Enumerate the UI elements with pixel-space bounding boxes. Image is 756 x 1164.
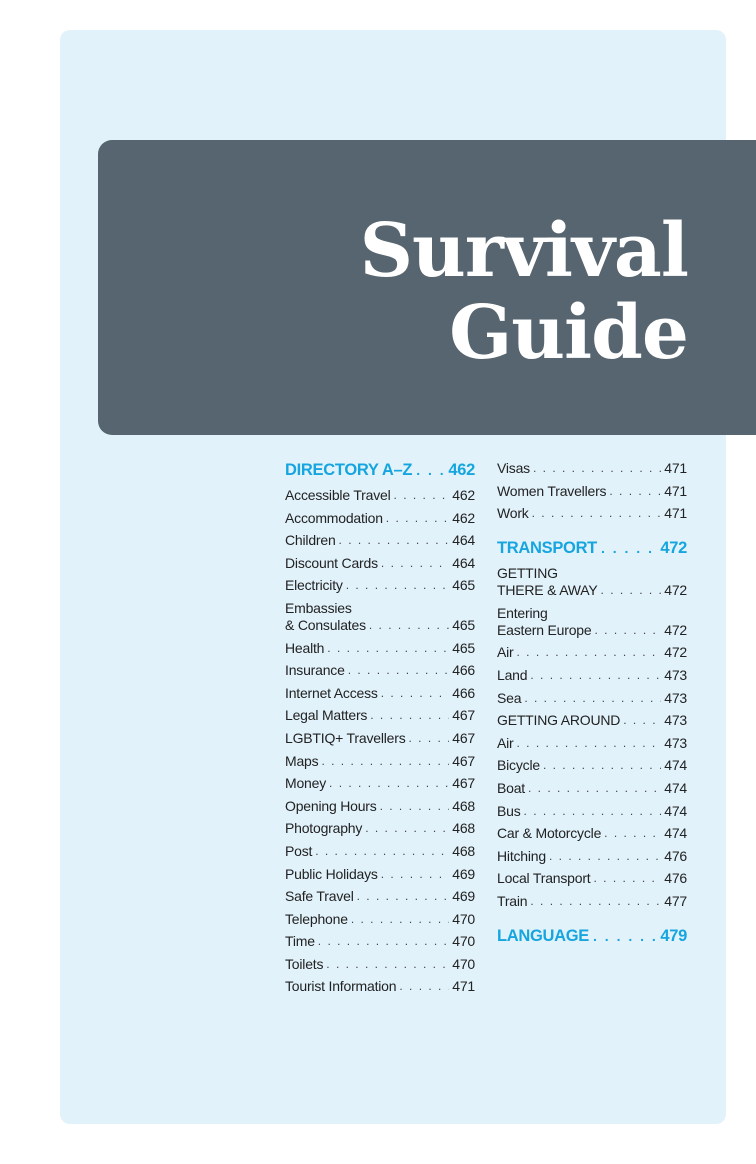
dot-leader xyxy=(623,712,661,729)
toc-page-number: 468 xyxy=(452,842,475,859)
toc-label: Tourist Information xyxy=(285,978,397,995)
toc-page-number: 472 xyxy=(664,582,687,599)
dot-leader xyxy=(327,640,449,657)
toc-entry[interactable] xyxy=(285,577,475,594)
toc-page-number: 476 xyxy=(664,870,687,887)
toc-label: Car & Motorcycle xyxy=(497,825,602,842)
dot-leader xyxy=(604,825,661,842)
toc-page-number: 470 xyxy=(452,910,475,927)
toc-right-column xyxy=(497,460,687,953)
dot-leader xyxy=(530,893,661,910)
toc-label: Bicycle xyxy=(497,757,540,774)
toc-entry[interactable] xyxy=(497,565,687,599)
toc-page-number: 471 xyxy=(664,460,687,476)
toc-label: GETTING AROUND xyxy=(497,712,621,729)
dot-leader xyxy=(394,487,450,504)
toc-page-number: 472 xyxy=(664,621,687,638)
dot-leader xyxy=(346,577,450,594)
toc-label: LGBTIQ+ Travellers xyxy=(285,729,406,746)
toc-entry[interactable] xyxy=(285,662,475,679)
toc-label: LANGUAGE xyxy=(497,926,590,945)
dot-leader xyxy=(543,757,661,774)
dot-leader xyxy=(594,622,661,639)
toc-entry[interactable] xyxy=(285,707,475,724)
toc-label: Safe Travel xyxy=(285,888,354,905)
toc-entry[interactable] xyxy=(497,825,687,842)
dot-leader xyxy=(357,888,450,905)
toc-page-number: 479 xyxy=(660,926,687,945)
toc-entry[interactable] xyxy=(285,820,475,837)
toc-page-number: 468 xyxy=(452,820,475,837)
toc-entry[interactable] xyxy=(497,870,687,887)
dot-leader xyxy=(370,707,449,724)
dot-leader xyxy=(532,505,662,522)
toc-label: Telephone xyxy=(285,910,348,927)
dot-leader xyxy=(524,803,662,820)
toc-page-number: 472 xyxy=(660,539,687,558)
title-line-1: Survival xyxy=(359,208,688,294)
toc-entry[interactable] xyxy=(285,888,475,905)
toc-section-heading[interactable] xyxy=(497,538,687,558)
dot-leader xyxy=(381,555,449,572)
toc-page-number: 466 xyxy=(452,684,475,701)
title-line-2: Guide xyxy=(449,290,688,376)
toc-label: Internet Access xyxy=(285,684,378,701)
toc-label: Air xyxy=(497,644,514,661)
dot-leader xyxy=(524,690,661,707)
dot-leader xyxy=(386,510,449,527)
toc-entry[interactable] xyxy=(285,600,475,634)
toc-page-number: 471 xyxy=(452,978,475,995)
toc-entry[interactable] xyxy=(285,487,475,504)
dot-leader xyxy=(409,730,450,747)
toc-section-heading[interactable] xyxy=(285,460,475,480)
toc-page-number: 473 xyxy=(664,689,687,706)
toc-label: Opening Hours xyxy=(285,797,377,814)
toc-label: Electricity xyxy=(285,577,343,594)
toc-entry[interactable] xyxy=(285,775,475,792)
toc-page-number: 474 xyxy=(664,802,687,819)
toc-entry[interactable] xyxy=(285,685,475,702)
toc-label: DIRECTORY A–Z xyxy=(285,461,413,479)
dot-leader xyxy=(517,644,662,661)
dot-leader xyxy=(318,933,449,950)
toc-page-number: 462 xyxy=(452,487,475,503)
toc-label: Embassies & Consulates xyxy=(285,599,366,633)
toc-page-number: 467 xyxy=(452,729,475,746)
toc-entry[interactable] xyxy=(497,757,687,774)
toc-label: Entering Eastern Europe xyxy=(497,604,592,638)
toc-page-number: 466 xyxy=(452,662,475,679)
dot-leader xyxy=(315,843,449,860)
toc-page-number: 462 xyxy=(448,461,475,479)
toc-label: Health xyxy=(285,639,325,656)
toc-page-number: 467 xyxy=(452,775,475,792)
page-title xyxy=(360,210,688,374)
toc-label: Local Transport xyxy=(497,870,591,887)
toc-entry[interactable] xyxy=(285,866,475,883)
toc-entry[interactable] xyxy=(285,843,475,860)
toc-page-number: 471 xyxy=(664,482,687,499)
toc-entry[interactable] xyxy=(285,753,475,770)
dot-leader xyxy=(549,848,661,865)
title-banner xyxy=(98,140,756,435)
toc-page-number: 472 xyxy=(664,644,687,661)
dot-leader xyxy=(517,735,662,752)
toc-entry[interactable] xyxy=(497,667,687,684)
toc-label: Legal Matters xyxy=(285,707,368,724)
toc-entry[interactable] xyxy=(285,640,475,657)
dot-leader xyxy=(416,460,444,480)
toc-label: Boat xyxy=(497,779,525,796)
toc-entry[interactable] xyxy=(497,644,687,661)
toc-label: Money xyxy=(285,775,327,792)
toc-left-column xyxy=(285,460,475,1001)
toc-entry[interactable] xyxy=(497,605,687,639)
toc-page-number: 470 xyxy=(452,933,475,950)
toc-page-number: 477 xyxy=(664,892,687,909)
toc-entry[interactable] xyxy=(497,712,687,729)
toc-label: Work xyxy=(497,505,529,522)
toc-page-number: 464 xyxy=(452,554,475,571)
toc-page-number: 469 xyxy=(452,865,475,882)
dot-leader xyxy=(369,617,449,634)
toc-label: Visas xyxy=(497,460,530,476)
toc-entry[interactable] xyxy=(497,848,687,865)
dot-leader xyxy=(609,483,661,500)
toc-label: Accommodation xyxy=(285,509,383,526)
toc-page-number: 474 xyxy=(664,825,687,842)
toc-entry[interactable] xyxy=(497,735,687,752)
dot-leader xyxy=(593,926,656,946)
toc-label: Photography xyxy=(285,820,363,837)
dot-leader xyxy=(528,780,661,797)
toc-entry[interactable] xyxy=(285,798,475,815)
toc-entry[interactable] xyxy=(497,460,687,477)
toc-label: Accessible Travel xyxy=(285,487,391,503)
toc-page-number: 473 xyxy=(664,666,687,683)
toc-entry[interactable] xyxy=(285,933,475,950)
toc-page-number: 474 xyxy=(664,779,687,796)
toc-label: Discount Cards xyxy=(285,554,378,571)
toc-entry[interactable] xyxy=(285,956,475,973)
toc-entry[interactable] xyxy=(497,893,687,910)
toc-label: Post xyxy=(285,842,313,859)
toc-section-heading[interactable] xyxy=(497,926,687,946)
toc-label: Air xyxy=(497,734,514,751)
toc-label: Children xyxy=(285,532,336,549)
dot-leader xyxy=(399,978,449,995)
dot-leader xyxy=(601,538,656,558)
dot-leader xyxy=(381,685,450,702)
toc-entry[interactable] xyxy=(285,510,475,527)
toc-page-number: 468 xyxy=(452,797,475,814)
toc-entry[interactable] xyxy=(285,532,475,549)
toc-entry[interactable] xyxy=(285,911,475,928)
toc-label: Time xyxy=(285,933,315,950)
toc-label: Women Travellers xyxy=(497,482,607,499)
dot-leader xyxy=(601,582,662,599)
toc-label: Insurance xyxy=(285,662,345,679)
dot-leader xyxy=(594,870,662,887)
dot-leader xyxy=(339,532,450,549)
toc-page-number: 465 xyxy=(452,616,475,633)
toc-page-number: 470 xyxy=(452,955,475,972)
dot-leader xyxy=(365,820,449,837)
toc-page-number: 462 xyxy=(452,509,475,526)
toc-entry[interactable] xyxy=(497,483,687,500)
toc-page-number: 465 xyxy=(452,577,475,594)
toc-page-number: 471 xyxy=(664,505,687,522)
dot-leader xyxy=(329,775,449,792)
toc-page-number: 474 xyxy=(664,757,687,774)
toc-label: TRANSPORT xyxy=(497,539,597,558)
toc-label: GETTING THERE & AWAY xyxy=(497,565,598,599)
toc-entry[interactable] xyxy=(497,803,687,820)
toc-page-number: 473 xyxy=(664,734,687,751)
toc-label: Public Holidays xyxy=(285,865,378,882)
toc-label: Train xyxy=(497,892,528,909)
toc-label: Sea xyxy=(497,689,522,706)
toc-entry[interactable] xyxy=(497,690,687,707)
toc-page-number: 467 xyxy=(452,707,475,724)
toc-label: Bus xyxy=(497,802,521,819)
dot-leader xyxy=(381,866,450,883)
toc-page-number: 469 xyxy=(452,888,475,905)
toc-page-number: 467 xyxy=(452,752,475,769)
dot-leader xyxy=(321,753,449,770)
toc-entry[interactable] xyxy=(497,505,687,522)
toc-page-number: 465 xyxy=(452,639,475,656)
dot-leader xyxy=(348,662,450,679)
toc-page-number: 476 xyxy=(664,847,687,864)
toc-page-number: 473 xyxy=(664,712,687,729)
dot-leader xyxy=(530,667,661,684)
toc-entry[interactable] xyxy=(497,780,687,797)
toc-page-number: 464 xyxy=(452,532,475,549)
dot-leader xyxy=(533,460,661,477)
toc-entry[interactable] xyxy=(285,978,475,995)
toc-label: Hitching xyxy=(497,847,546,864)
toc-label: Land xyxy=(497,666,528,683)
toc-label: Maps xyxy=(285,752,319,769)
dot-leader xyxy=(380,798,450,815)
toc-entry[interactable] xyxy=(285,555,475,572)
dot-leader xyxy=(351,911,449,928)
toc-entry[interactable] xyxy=(285,730,475,747)
toc-label: Toilets xyxy=(285,955,324,972)
dot-leader xyxy=(326,956,449,973)
